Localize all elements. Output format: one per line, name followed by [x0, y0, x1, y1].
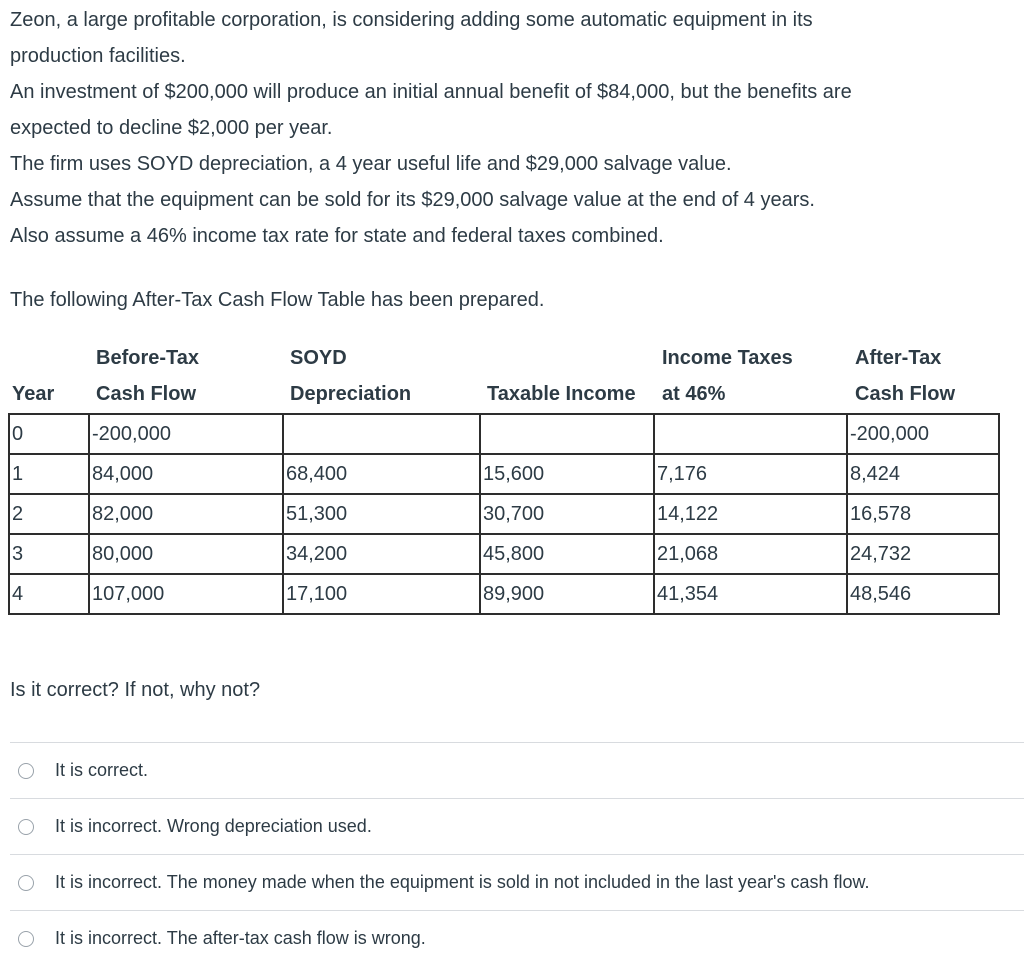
- header-atcf-line2: Cash Flow: [855, 383, 956, 405]
- cell-income-taxes: 41,354: [654, 574, 847, 614]
- radio-button-icon[interactable]: [18, 875, 34, 891]
- cell-income-taxes: 14,122: [654, 494, 847, 534]
- cell-atcf: 16,578: [847, 494, 999, 534]
- cell-depreciation: 34,200: [283, 534, 480, 574]
- header-depreciation-line2: Depreciation: [290, 383, 412, 405]
- cell-year: 0: [9, 414, 89, 454]
- cell-year: 4: [9, 574, 89, 614]
- answer-label: It is incorrect. Wrong depreciation used.: [55, 816, 372, 836]
- cell-depreciation: 68,400: [283, 454, 480, 494]
- problem-line: An investment of $200,000 will produce an initial annual benefit of $84,000, but the benefits are: [10, 81, 852, 103]
- question-text: Is it correct? If not, why not?: [10, 679, 261, 701]
- header-taxable-income: Taxable Income: [487, 383, 636, 405]
- cell-btcf: 80,000: [89, 534, 283, 574]
- cell-depreciation: 17,100: [283, 574, 480, 614]
- answer-option-2[interactable]: [10, 798, 1024, 854]
- cell-atcf: -200,000: [847, 414, 999, 454]
- cell-year: 3: [9, 534, 89, 574]
- header-depreciation-line1: SOYD: [290, 347, 347, 369]
- cell-depreciation: [283, 414, 480, 454]
- header-taxes-line2: at 46%: [662, 383, 726, 405]
- cell-btcf: 84,000: [89, 454, 283, 494]
- cash-flow-table: [8, 413, 1000, 615]
- cell-taxable-income: 15,600: [480, 454, 654, 494]
- table-row: [9, 414, 999, 454]
- cell-atcf: 24,732: [847, 534, 999, 574]
- header-year: Year: [12, 383, 55, 405]
- table-row: [9, 454, 999, 494]
- cell-income-taxes: 21,068: [654, 534, 847, 574]
- answer-label: It is correct.: [55, 760, 149, 780]
- cell-atcf: 48,546: [847, 574, 999, 614]
- header-taxes-line1: Income Taxes: [662, 347, 793, 369]
- answer-option-1[interactable]: [10, 742, 1024, 798]
- table-row: [9, 534, 999, 574]
- header-btcf-line2: Cash Flow: [96, 383, 197, 405]
- table-intro: The following After-Tax Cash Flow Table has been prepared.: [10, 289, 545, 311]
- problem-line: The firm uses SOYD depreciation, a 4 year useful life and $29,000 salvage value.: [10, 153, 732, 175]
- answer-label: It is incorrect. The after-tax cash flow is wrong.: [55, 928, 426, 948]
- answer-option-3[interactable]: [10, 854, 1024, 910]
- cell-income-taxes: [654, 414, 847, 454]
- cell-taxable-income: 30,700: [480, 494, 654, 534]
- cell-year: 1: [9, 454, 89, 494]
- problem-statement: [10, 2, 1015, 254]
- table-row: [9, 494, 999, 534]
- cell-depreciation: 51,300: [283, 494, 480, 534]
- cell-taxable-income: [480, 414, 654, 454]
- problem-line: Zeon, a large profitable corporation, is considering adding some automatic equipment in its: [10, 9, 813, 31]
- problem-line: Also assume a 46% income tax rate for state and federal taxes combined.: [10, 225, 664, 247]
- answer-label: It is incorrect. The money made when the equipment is sold in not included in the last year's cash flow.: [55, 872, 870, 892]
- problem-line: production facilities.: [10, 45, 186, 67]
- radio-button-icon[interactable]: [18, 763, 34, 779]
- problem-line: Assume that the equipment can be sold for its $29,000 salvage value at the end of 4 years.: [10, 189, 815, 211]
- cell-btcf: 107,000: [89, 574, 283, 614]
- radio-button-icon[interactable]: [18, 931, 34, 947]
- table-row: [9, 574, 999, 614]
- cell-btcf: 82,000: [89, 494, 283, 534]
- cash-flow-table-header: [8, 338, 998, 413]
- cell-atcf: 8,424: [847, 454, 999, 494]
- cell-taxable-income: 89,900: [480, 574, 654, 614]
- answer-option-4[interactable]: [10, 910, 1024, 966]
- header-atcf-line1: After-Tax: [855, 347, 942, 369]
- header-btcf-line1: Before-Tax: [96, 347, 199, 369]
- cell-year: 2: [9, 494, 89, 534]
- cell-taxable-income: 45,800: [480, 534, 654, 574]
- problem-line: expected to decline $2,000 per year.: [10, 117, 333, 139]
- radio-button-icon[interactable]: [18, 819, 34, 835]
- cell-btcf: -200,000: [89, 414, 283, 454]
- answer-options: [10, 742, 1024, 966]
- cell-income-taxes: 7,176: [654, 454, 847, 494]
